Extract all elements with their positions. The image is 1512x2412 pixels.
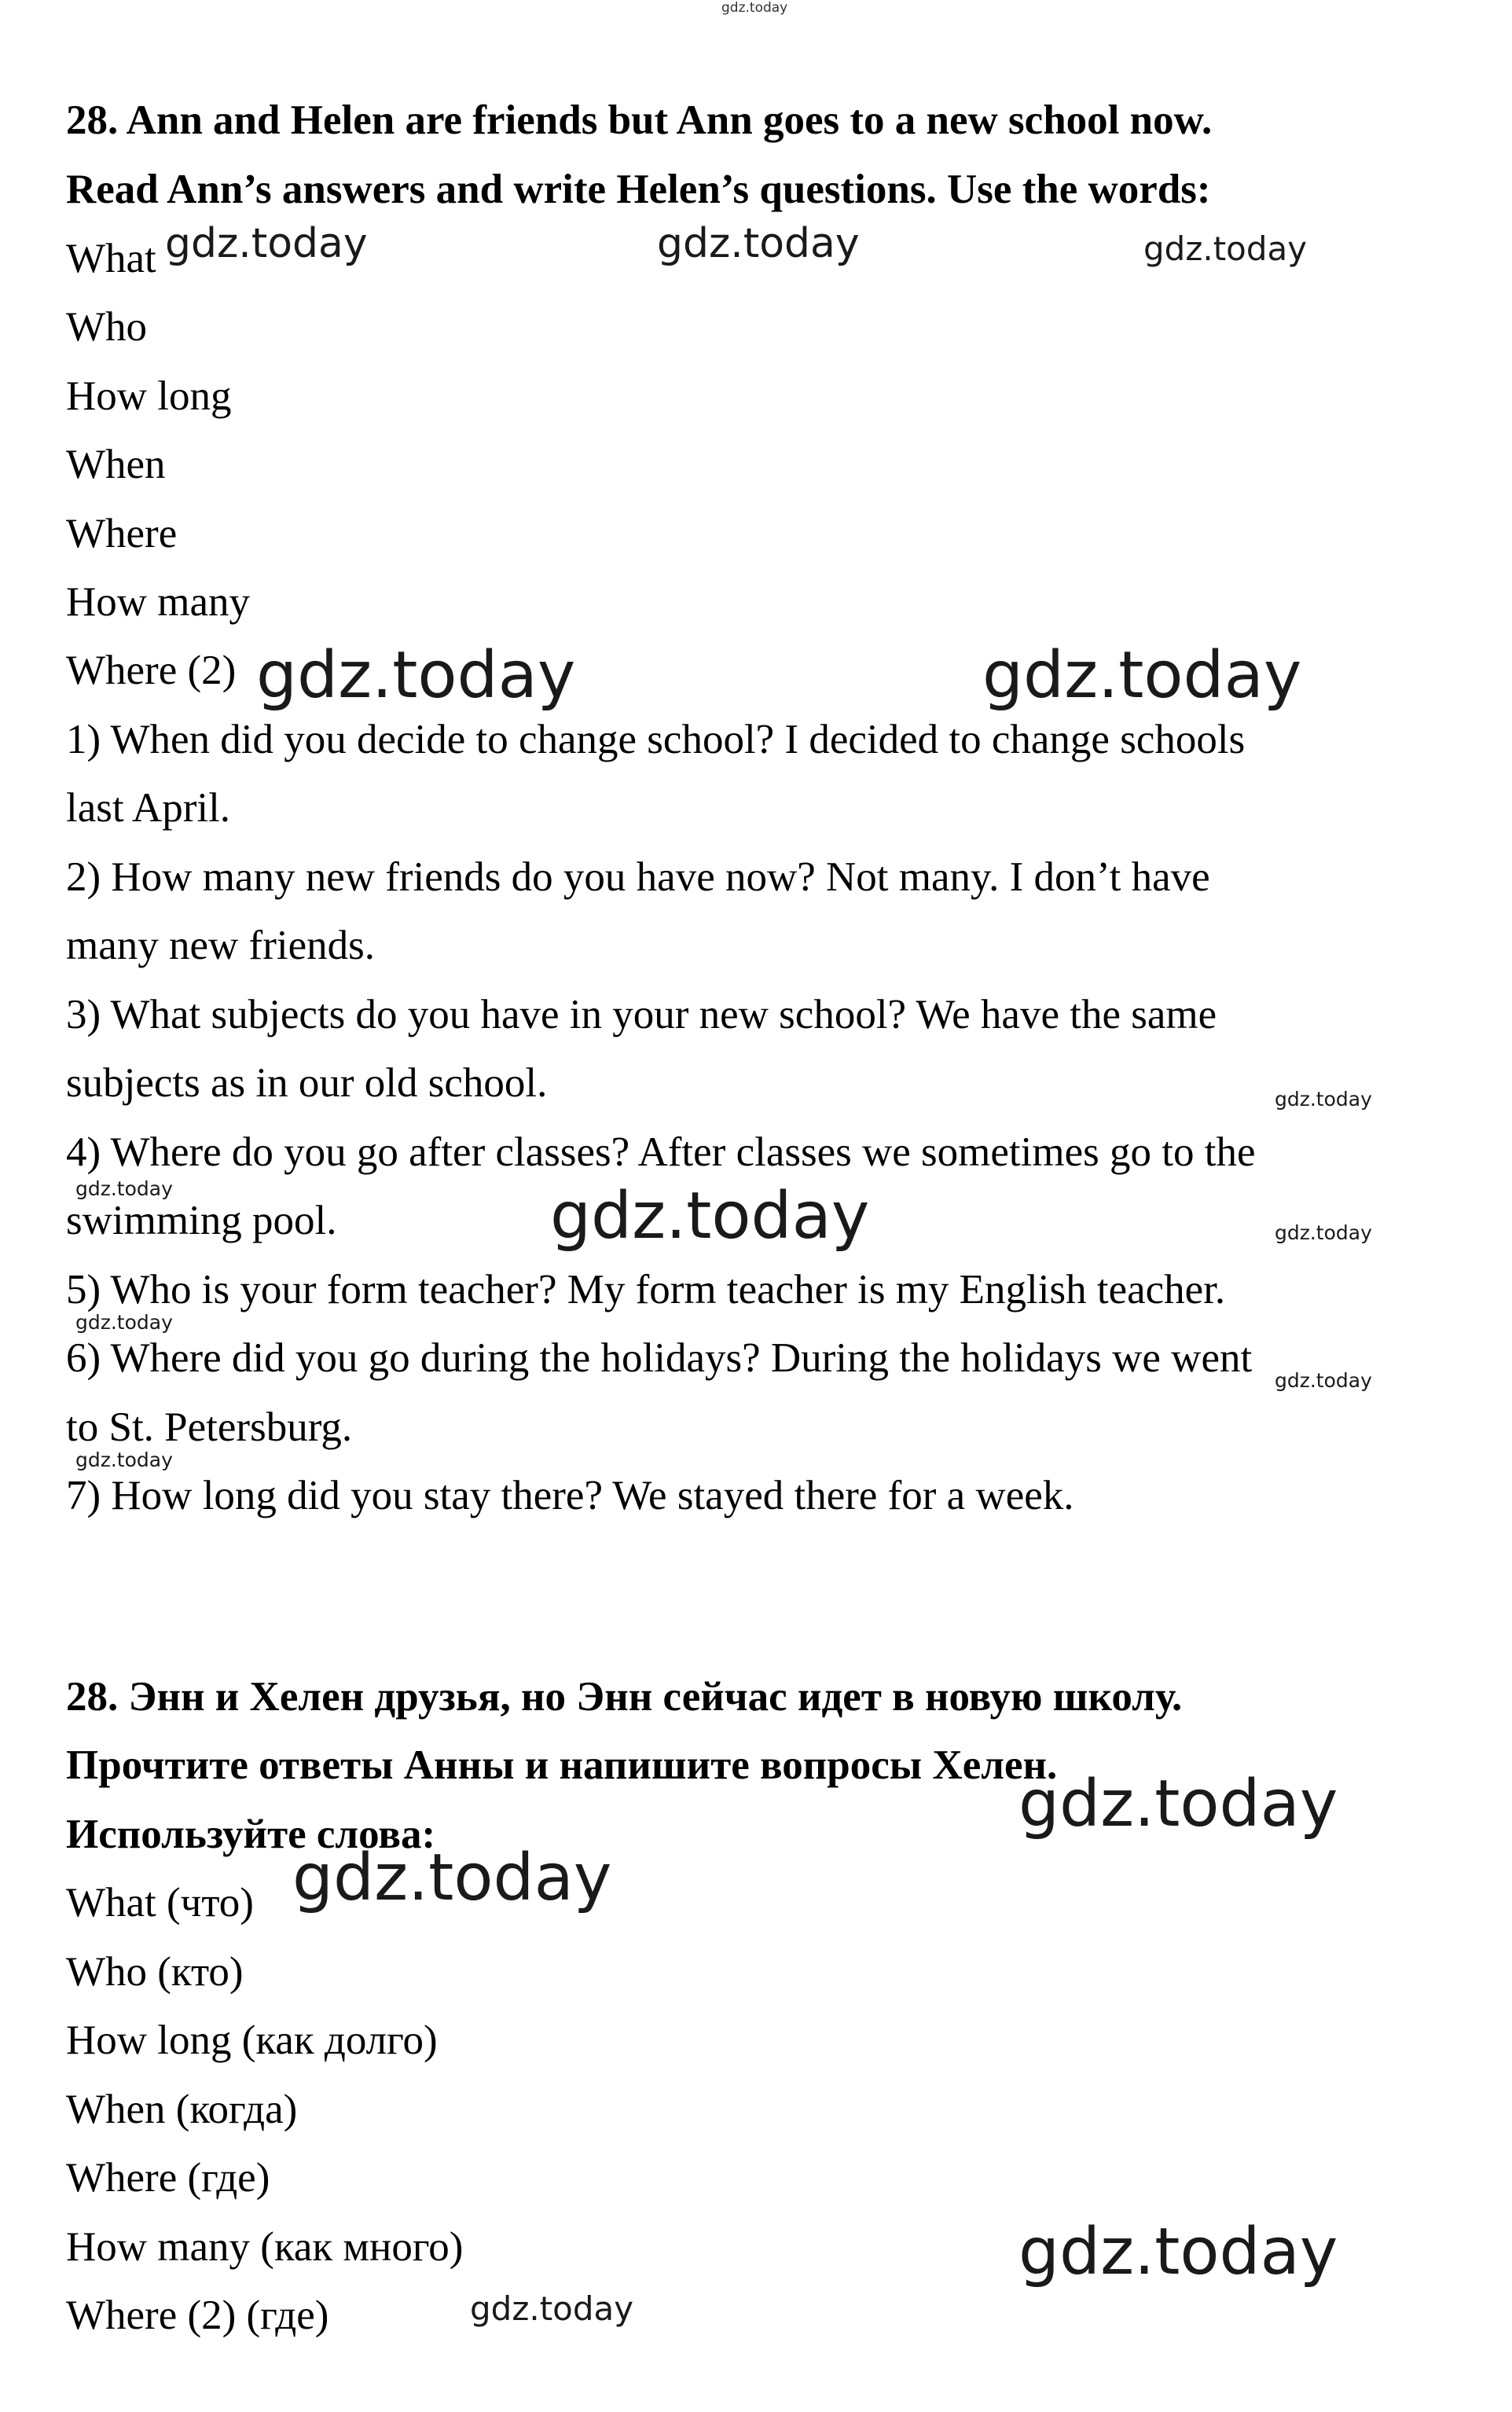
- word-ru-how-many: How many (как много): [66, 2224, 464, 2270]
- watermark: gdz.today: [1275, 1369, 1372, 1392]
- watermark: gdz.today: [1018, 1767, 1338, 1841]
- word-when: When: [66, 442, 166, 487]
- task-heading-ru-line-1: 28. Энн и Хелен друзья, но Энн сейчас идет в новую школу.: [66, 1674, 1183, 1720]
- word-where: Where: [66, 511, 178, 556]
- watermark: gdz.today: [75, 1311, 173, 1334]
- watermark: gdz.today: [75, 1177, 173, 1200]
- answer-line: 1) When did you decide to change school? I decided to change schools: [66, 717, 1246, 762]
- watermark: gdz.today: [292, 1841, 612, 1915]
- watermark: gdz.today: [1275, 1221, 1372, 1244]
- watermark: gdz.today: [256, 638, 576, 713]
- answer-line: 3) What subjects do you have in your new school? We have the same: [66, 992, 1217, 1037]
- watermark: gdz.today: [165, 220, 368, 267]
- word-ru-where: Where (где): [66, 2155, 270, 2201]
- watermark: gdz.today: [550, 1179, 870, 1254]
- answer-line: subjects as in our old school.: [66, 1060, 548, 1106]
- watermark: gdz.today: [657, 220, 860, 267]
- word-ru-where-2: Where (2) (где): [66, 2293, 329, 2338]
- answer-line: 4) Where do you go after classes? After classes we sometimes go to the: [66, 1129, 1256, 1175]
- word-ru-how-long: How long (как долго): [66, 2017, 438, 2063]
- answer-line: last April.: [66, 785, 231, 831]
- watermark: gdz.today: [470, 2289, 634, 2328]
- task-heading-ru-line-3: Используйте слова:: [66, 1812, 436, 1857]
- answer-line: swimming pool.: [66, 1198, 337, 1243]
- answer-line: 6) Where did you go during the holidays? During the holidays we went: [66, 1335, 1253, 1381]
- word-where-2: Where (2): [66, 648, 237, 693]
- word-ru-what: What (что): [66, 1880, 254, 1926]
- watermark: gdz.today: [1275, 1088, 1372, 1111]
- word-ru-who: Who (кто): [66, 1949, 244, 1995]
- watermark: gdz.today: [721, 0, 788, 16]
- task-heading-line-1: 28. Ann and Helen are friends but Ann goes to a new school now.: [66, 97, 1213, 143]
- answer-line: many new friends.: [66, 923, 375, 968]
- word-how-long: How long: [66, 373, 232, 419]
- watermark: gdz.today: [1143, 229, 1308, 268]
- watermark: gdz.today: [75, 1448, 173, 1471]
- word-how-many: How many: [66, 579, 251, 625]
- answer-line: 2) How many new friends do you have now? Not many. I don’t have: [66, 854, 1210, 900]
- answer-line: 5) Who is your form teacher? My form teacher is my English teacher.: [66, 1267, 1226, 1312]
- watermark: gdz.today: [1018, 2215, 1338, 2289]
- watermark: gdz.today: [982, 638, 1302, 713]
- word-who: Who: [66, 304, 148, 350]
- word-ru-when: When (когда): [66, 2087, 298, 2132]
- task-heading-line-2: Read Ann’s answers and write Helen’s questions. Use the words:: [66, 167, 1211, 212]
- answer-line: to St. Petersburg.: [66, 1404, 353, 1450]
- word-what: What: [66, 236, 156, 281]
- task-heading-ru-line-2: Прочтите ответы Анны и напишите вопросы Хелен.: [66, 1742, 1058, 1788]
- answer-line: 7) How long did you stay there? We stayed there for a week.: [66, 1473, 1074, 1518]
